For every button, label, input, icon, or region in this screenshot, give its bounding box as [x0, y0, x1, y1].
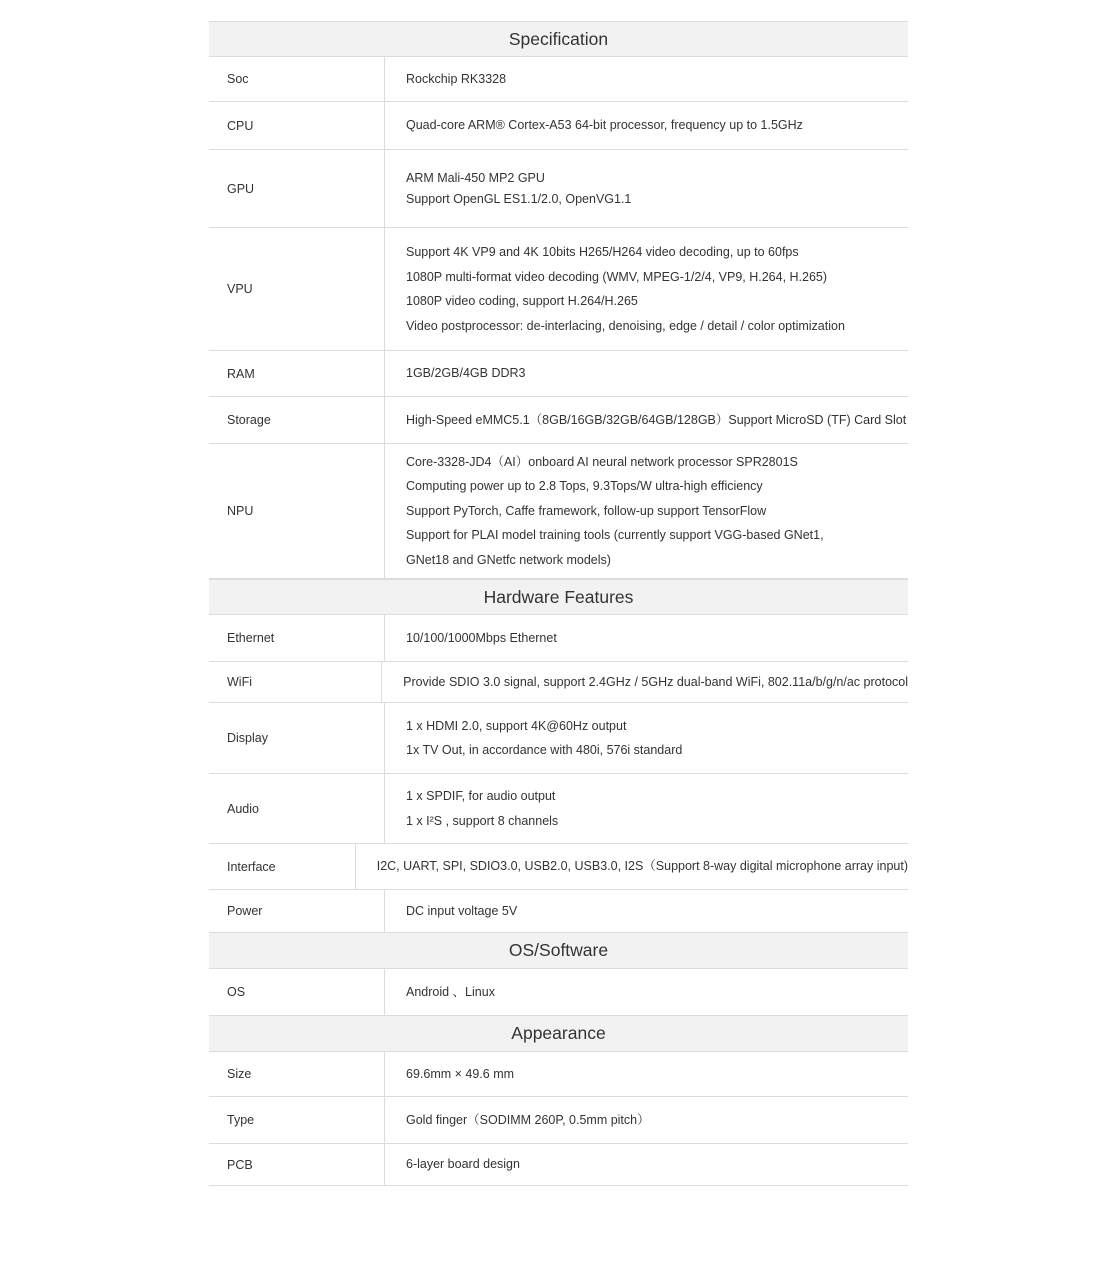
row-label: Display [209, 703, 385, 773]
row-value [385, 1052, 908, 1096]
spec-row-storage [209, 397, 908, 444]
spec-row-ethernet [209, 615, 908, 662]
spec-row-ram [209, 351, 908, 397]
row-value [385, 1097, 908, 1143]
row-label: Audio [209, 774, 385, 843]
row-label: PCB [209, 1144, 385, 1185]
spec-row-wifi [209, 662, 908, 703]
row-value [385, 1144, 908, 1185]
value-line: DC input voltage 5V [406, 903, 518, 918]
row-label: Storage [209, 397, 385, 443]
value-line: I2C, UART, SPI, SDIO3.0, USB2.0, USB3.0, I2S（Support 8-way digital microphone array input) [376, 859, 908, 873]
spec-row-interface [209, 844, 908, 890]
row-value [385, 444, 908, 578]
row-label: Soc [209, 57, 385, 101]
value-line: 1GB/2GB/4GB DDR3 [406, 366, 526, 380]
spec-row-cpu [209, 102, 908, 150]
section-header-hardware-features: Hardware Features [209, 579, 908, 615]
row-value [385, 397, 908, 443]
value-line: 10/100/1000Mbps Ethernet [406, 630, 557, 645]
spec-row-os [209, 969, 908, 1015]
row-label: WiFi [209, 662, 382, 702]
row-label: Ethernet [209, 615, 385, 661]
value-line: Quad-core ARM® Cortex-A53 64-bit processor, frequency up to 1.5GHz [406, 118, 803, 132]
value-line: 6-layer board design [406, 1157, 520, 1171]
row-label: GPU [209, 150, 385, 227]
row-label: CPU [209, 102, 385, 149]
row-value [382, 662, 908, 702]
value-line: Provide SDIO 3.0 signal, support 2.4GHz / 5GHz dual-band WiFi, 802.11a/b/g/n/ac protocol [403, 674, 908, 689]
value-line: Gold finger（SODIMM 260P, 0.5mm pitch） [406, 1112, 650, 1127]
value-line: 1080P multi-format video decoding (WMV, MPEG-1/2/4, VP9, H.264, H.265) [406, 269, 828, 284]
spec-row-type [209, 1097, 908, 1144]
row-value [385, 615, 908, 661]
value-line: Computing power up to 2.8 Tops, 9.3Tops/W ultra-high efficiency [406, 479, 763, 494]
value-line: 1 x SPDIF, for audio output [406, 789, 556, 803]
value-line: 1 x I²S , support 8 channels [406, 813, 559, 828]
value-line: Rockchip RK3328 [406, 71, 507, 86]
section-header-appearance: Appearance [209, 1015, 908, 1052]
value-line: GNet18 and GNetfc network models) [406, 552, 611, 567]
row-label: OS [209, 969, 385, 1015]
row-label: Type [209, 1097, 385, 1143]
spec-table [209, 21, 908, 1186]
row-value [385, 57, 908, 101]
section-header-specification: Specification [209, 21, 908, 57]
value-line: 1 x HDMI 2.0, support 4K@60Hz output [406, 718, 627, 733]
value-line: Support for PLAI model training tools (currently support VGG-based GNet1, [406, 528, 824, 543]
row-value [385, 150, 908, 227]
row-value [385, 774, 908, 843]
row-value [385, 351, 908, 396]
row-label: VPU [209, 228, 385, 350]
value-line: Support 4K VP9 and 4K 10bits H265/H264 video decoding, up to 60fps [406, 245, 799, 259]
value-line: High-Speed eMMC5.1（8GB/16GB/32GB/64GB/128GB）Support MicroSD (TF) Card Slot [406, 412, 907, 427]
value-line: Video postprocessor: de-interlacing, denoising, edge / detail / color optimization [406, 318, 845, 333]
value-line: 1x TV Out, in accordance with 480i, 576i standard [406, 743, 683, 757]
section-header-os-software: OS/Software [209, 932, 908, 969]
spec-row-vpu [209, 228, 908, 351]
spec-row-power [209, 890, 908, 932]
value-line: Android 、Linux [406, 984, 495, 999]
row-value [385, 969, 908, 1015]
spec-row-display [209, 703, 908, 774]
row-value [385, 102, 908, 149]
row-label: Power [209, 890, 385, 932]
row-value [356, 844, 908, 889]
spec-row-pcb [209, 1144, 908, 1186]
row-label: NPU [209, 444, 385, 578]
value-line: 69.6mm × 49.6 mm [406, 1066, 515, 1081]
row-label: Interface [209, 844, 356, 889]
row-value [385, 703, 908, 773]
row-value [385, 228, 908, 350]
spec-row-gpu [209, 150, 908, 228]
value-line: ARM Mali-450 MP2 GPU [406, 170, 545, 185]
value-line: 1080P video coding, support H.264/H.265 [406, 294, 638, 308]
row-label: RAM [209, 351, 385, 396]
spec-row-size [209, 1052, 908, 1097]
value-line: Support PyTorch, Caffe framework, follow-up support TensorFlow [406, 503, 767, 518]
value-line: Support OpenGL ES1.1/2.0, OpenVG1.1 [406, 191, 632, 206]
spec-row-audio [209, 774, 908, 844]
spec-row-npu [209, 444, 908, 579]
spec-row-soc [209, 57, 908, 102]
value-line: Core-3328-JD4（AI）onboard AI neural network processor SPR2801S [406, 454, 798, 469]
row-label: Size [209, 1052, 385, 1096]
row-value [385, 890, 908, 932]
